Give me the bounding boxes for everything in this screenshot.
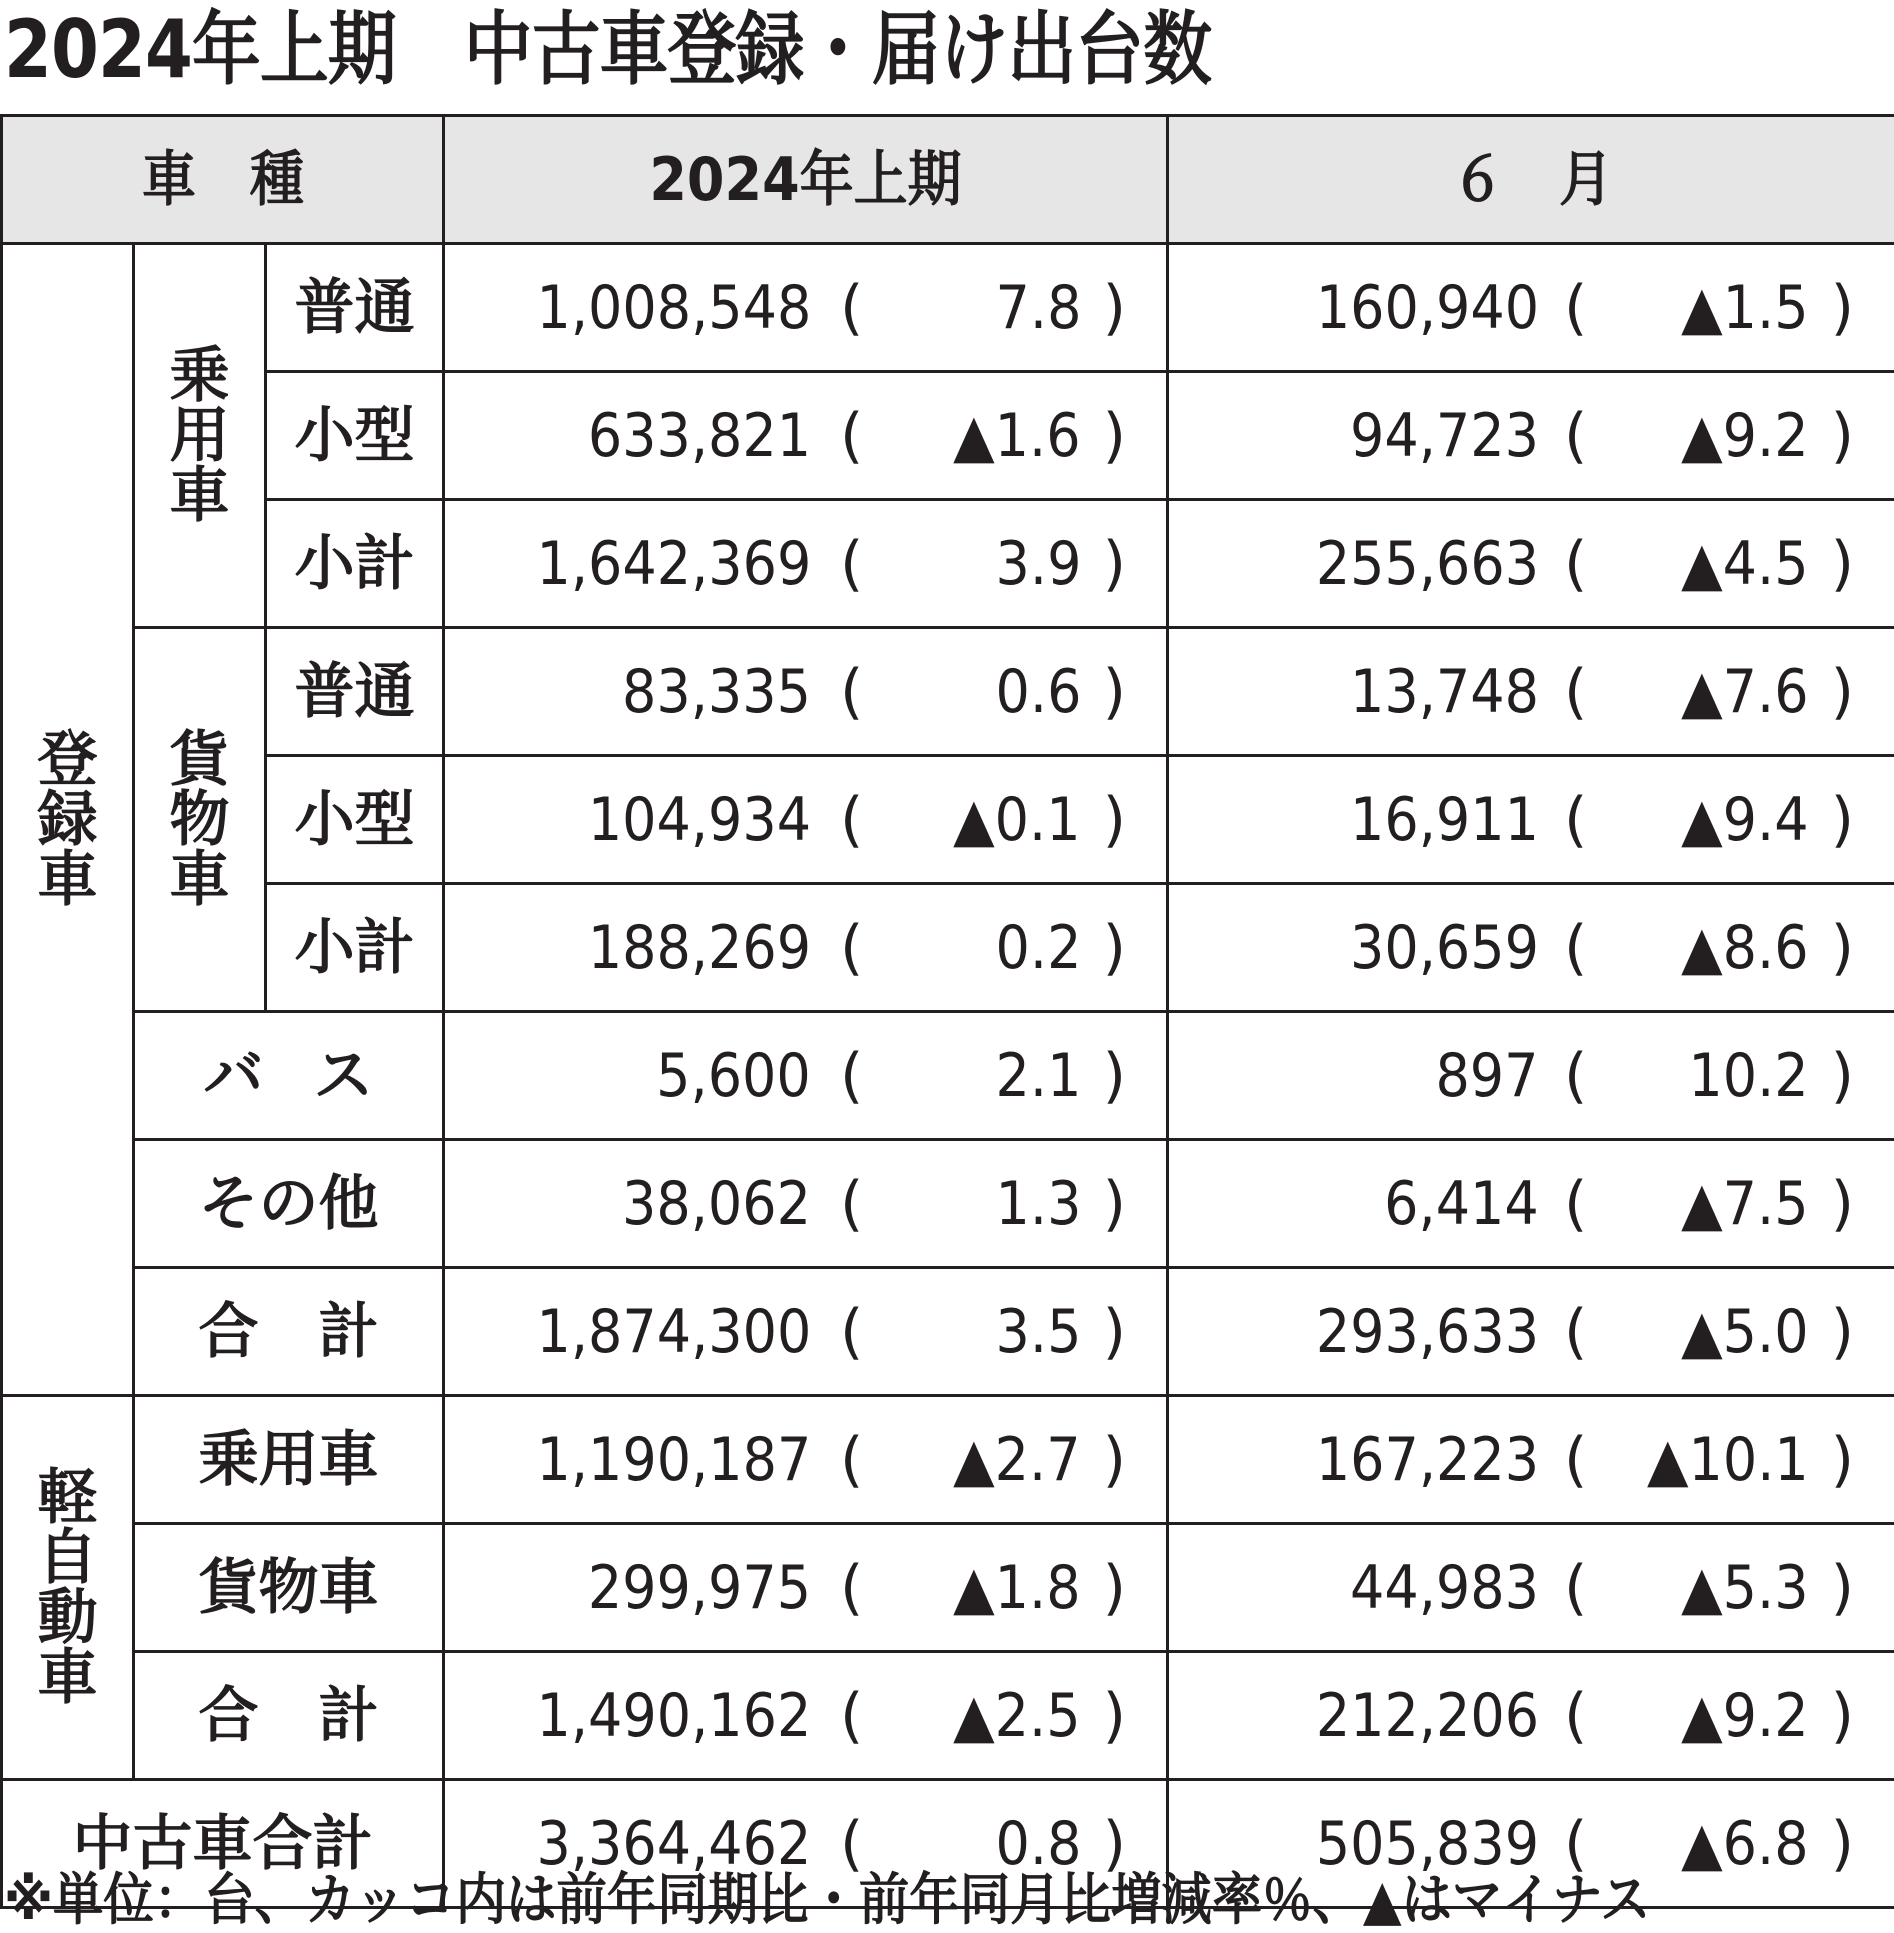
month-pct: ▲1.5 xyxy=(1682,278,1809,338)
half-pct: 0.2 xyxy=(995,918,1081,978)
half-cell xyxy=(444,1396,1168,1524)
row-label: 小型 xyxy=(266,372,444,500)
half-value: 1,008,548 xyxy=(536,278,811,338)
row-label: 普通 xyxy=(266,244,444,372)
close-paren-icon: ) xyxy=(1103,534,1126,594)
close-paren-icon: ) xyxy=(1103,278,1126,338)
table-row xyxy=(2,1140,1894,1268)
month-value: 30,659 xyxy=(1350,918,1539,978)
open-paren-icon: ( xyxy=(840,1814,863,1874)
open-paren-icon: ( xyxy=(840,1686,863,1746)
group-kei xyxy=(2,1396,134,1780)
close-paren-icon: ) xyxy=(1103,1046,1126,1106)
month-value: 505,839 xyxy=(1316,1814,1539,1874)
row-label: その他 xyxy=(134,1140,444,1268)
open-paren-icon: ( xyxy=(840,918,863,978)
month-value: 44,983 xyxy=(1350,1558,1539,1618)
month-pct: ▲4.5 xyxy=(1682,534,1809,594)
half-pct: ▲1.6 xyxy=(954,406,1081,466)
row-label: 普通 xyxy=(266,628,444,756)
open-paren-icon: ( xyxy=(840,1558,863,1618)
footnote: ※単位：台、カッコ内は前年同期比・前年同月比増減率％、▲はマイナス xyxy=(4,1870,1651,1932)
month-cell xyxy=(1168,756,1894,884)
group-cargo-label: 貨物車 xyxy=(168,730,232,910)
month-pct: ▲9.2 xyxy=(1682,1686,1809,1746)
half-value: 5,600 xyxy=(656,1046,811,1106)
month-cell xyxy=(1168,1012,1894,1140)
open-paren-icon: ( xyxy=(840,1430,863,1490)
half-pct: 3.9 xyxy=(995,534,1081,594)
month-cell xyxy=(1168,1652,1894,1780)
close-paren-icon: ) xyxy=(1103,1814,1126,1874)
row-label: 合計 xyxy=(134,1652,444,1780)
half-value: 83,335 xyxy=(622,662,811,722)
open-paren-icon: ( xyxy=(1564,1174,1587,1234)
row-label: 中古車合計 xyxy=(2,1780,444,1908)
row-label: バス xyxy=(134,1012,444,1140)
half-pct: ▲1.8 xyxy=(954,1558,1081,1618)
half-cell xyxy=(444,372,1168,500)
open-paren-icon: ( xyxy=(840,534,863,594)
month-value: 16,911 xyxy=(1350,790,1539,850)
month-cell xyxy=(1168,1268,1894,1396)
open-paren-icon: ( xyxy=(1564,1558,1587,1618)
group-passenger-label: 乗用車 xyxy=(168,346,232,526)
month-value: 293,633 xyxy=(1316,1302,1539,1362)
month-cell xyxy=(1168,372,1894,500)
half-value: 1,190,187 xyxy=(536,1430,811,1490)
table-row xyxy=(2,884,1894,1012)
open-paren-icon: ( xyxy=(840,278,863,338)
close-paren-icon: ) xyxy=(1103,662,1126,722)
half-value: 38,062 xyxy=(622,1174,811,1234)
half-pct: 0.6 xyxy=(995,662,1081,722)
open-paren-icon: ( xyxy=(1564,1814,1587,1874)
open-paren-icon: ( xyxy=(840,662,863,722)
table-row xyxy=(2,1012,1894,1140)
month-value: 6,414 xyxy=(1384,1174,1539,1234)
half-cell xyxy=(444,244,1168,372)
close-paren-icon: ) xyxy=(1831,1302,1854,1362)
group-cargo xyxy=(134,628,266,1012)
half-cell xyxy=(444,628,1168,756)
group-registered-label: 登録車 xyxy=(36,730,100,910)
row-label: 乗用車 xyxy=(134,1396,444,1524)
used-car-registration-table xyxy=(0,114,1894,1909)
half-pct: ▲2.5 xyxy=(954,1686,1081,1746)
half-value: 188,269 xyxy=(588,918,811,978)
close-paren-icon: ) xyxy=(1103,918,1126,978)
open-paren-icon: ( xyxy=(840,1046,863,1106)
open-paren-icon: ( xyxy=(1564,1302,1587,1362)
row-label: 貨物車 xyxy=(134,1524,444,1652)
month-value: 167,223 xyxy=(1316,1430,1539,1490)
close-paren-icon: ) xyxy=(1103,790,1126,850)
close-paren-icon: ) xyxy=(1103,406,1126,466)
open-paren-icon: ( xyxy=(840,1302,863,1362)
half-value: 299,975 xyxy=(588,1558,811,1618)
close-paren-icon: ) xyxy=(1103,1430,1126,1490)
open-paren-icon: ( xyxy=(1564,918,1587,978)
month-value: 212,206 xyxy=(1316,1686,1539,1746)
half-value: 1,490,162 xyxy=(536,1686,811,1746)
month-pct: ▲10.1 xyxy=(1647,1430,1809,1490)
close-paren-icon: ) xyxy=(1831,1046,1854,1106)
close-paren-icon: ) xyxy=(1831,534,1854,594)
month-pct: ▲5.0 xyxy=(1682,1302,1809,1362)
month-cell xyxy=(1168,1396,1894,1524)
open-paren-icon: ( xyxy=(1564,534,1587,594)
close-paren-icon: ) xyxy=(1831,278,1854,338)
table-row xyxy=(2,756,1894,884)
month-value: 255,663 xyxy=(1316,534,1539,594)
table-row xyxy=(2,1652,1894,1780)
table-row xyxy=(2,500,1894,628)
month-pct: ▲7.6 xyxy=(1682,662,1809,722)
table-header-row xyxy=(2,116,1894,244)
header-month: ６ 月 xyxy=(1168,116,1894,244)
header-period: 2024年上期 xyxy=(444,116,1168,244)
table-row xyxy=(2,628,1894,756)
month-cell xyxy=(1168,500,1894,628)
table-row xyxy=(2,1268,1894,1396)
table-row xyxy=(2,244,1894,372)
close-paren-icon: ) xyxy=(1103,1686,1126,1746)
row-label: 合計 xyxy=(134,1268,444,1396)
month-cell xyxy=(1168,1140,1894,1268)
half-cell xyxy=(444,1652,1168,1780)
month-cell xyxy=(1168,628,1894,756)
open-paren-icon: ( xyxy=(1564,662,1587,722)
open-paren-icon: ( xyxy=(840,1174,863,1234)
close-paren-icon: ) xyxy=(1831,1814,1854,1874)
close-paren-icon: ) xyxy=(1103,1302,1126,1362)
month-value: 13,748 xyxy=(1350,662,1539,722)
half-cell xyxy=(444,756,1168,884)
month-pct: ▲8.6 xyxy=(1682,918,1809,978)
half-pct: 2.1 xyxy=(995,1046,1081,1106)
close-paren-icon: ) xyxy=(1831,406,1854,466)
row-label: 小型 xyxy=(266,756,444,884)
row-label: 小計 xyxy=(266,500,444,628)
half-pct: ▲0.1 xyxy=(954,790,1081,850)
month-value: 94,723 xyxy=(1350,406,1539,466)
close-paren-icon: ) xyxy=(1831,1686,1854,1746)
half-cell xyxy=(444,1524,1168,1652)
table-row xyxy=(2,372,1894,500)
month-pct: ▲7.5 xyxy=(1682,1174,1809,1234)
half-pct: 7.8 xyxy=(995,278,1081,338)
half-cell xyxy=(444,1140,1168,1268)
table-row xyxy=(2,1524,1894,1652)
close-paren-icon: ) xyxy=(1103,1558,1126,1618)
half-cell xyxy=(444,500,1168,628)
close-paren-icon: ) xyxy=(1831,1430,1854,1490)
half-pct: 3.5 xyxy=(995,1302,1081,1362)
month-pct: ▲5.3 xyxy=(1682,1558,1809,1618)
month-pct: 10.2 xyxy=(1689,1046,1809,1106)
open-paren-icon: ( xyxy=(840,790,863,850)
page-title: 2024年上期 中古車登録・届け出台数 xyxy=(4,0,1211,100)
half-cell xyxy=(444,884,1168,1012)
row-label: 小計 xyxy=(266,884,444,1012)
open-paren-icon: ( xyxy=(1564,1686,1587,1746)
month-pct: ▲9.4 xyxy=(1682,790,1809,850)
group-kei-label: 軽自動車 xyxy=(36,1468,100,1708)
half-pct: 1.3 xyxy=(995,1174,1081,1234)
half-value: 1,874,300 xyxy=(536,1302,811,1362)
month-cell xyxy=(1168,1524,1894,1652)
half-value: 633,821 xyxy=(588,406,811,466)
close-paren-icon: ) xyxy=(1831,1558,1854,1618)
close-paren-icon: ) xyxy=(1831,1174,1854,1234)
month-pct: ▲6.8 xyxy=(1682,1814,1809,1874)
month-value: 897 xyxy=(1436,1046,1539,1106)
header-vehicle-type: 車 種 xyxy=(2,116,444,244)
open-paren-icon: ( xyxy=(1564,790,1587,850)
half-cell xyxy=(444,1268,1168,1396)
month-value: 160,940 xyxy=(1316,278,1539,338)
month-pct: ▲9.2 xyxy=(1682,406,1809,466)
open-paren-icon: ( xyxy=(840,406,863,466)
open-paren-icon: ( xyxy=(1564,1046,1587,1106)
group-passenger xyxy=(134,244,266,628)
open-paren-icon: ( xyxy=(1564,406,1587,466)
month-cell xyxy=(1168,244,1894,372)
half-cell xyxy=(444,1012,1168,1140)
group-registered xyxy=(2,244,134,1396)
table-row xyxy=(2,1396,1894,1524)
half-value: 104,934 xyxy=(588,790,811,850)
half-value: 3,364,462 xyxy=(536,1814,811,1874)
close-paren-icon: ) xyxy=(1103,1174,1126,1234)
close-paren-icon: ) xyxy=(1831,662,1854,722)
open-paren-icon: ( xyxy=(1564,1430,1587,1490)
close-paren-icon: ) xyxy=(1831,790,1854,850)
open-paren-icon: ( xyxy=(1564,278,1587,338)
close-paren-icon: ) xyxy=(1831,918,1854,978)
half-pct: ▲2.7 xyxy=(954,1430,1081,1490)
half-pct: 0.8 xyxy=(995,1814,1081,1874)
month-cell xyxy=(1168,884,1894,1012)
half-value: 1,642,369 xyxy=(536,534,811,594)
